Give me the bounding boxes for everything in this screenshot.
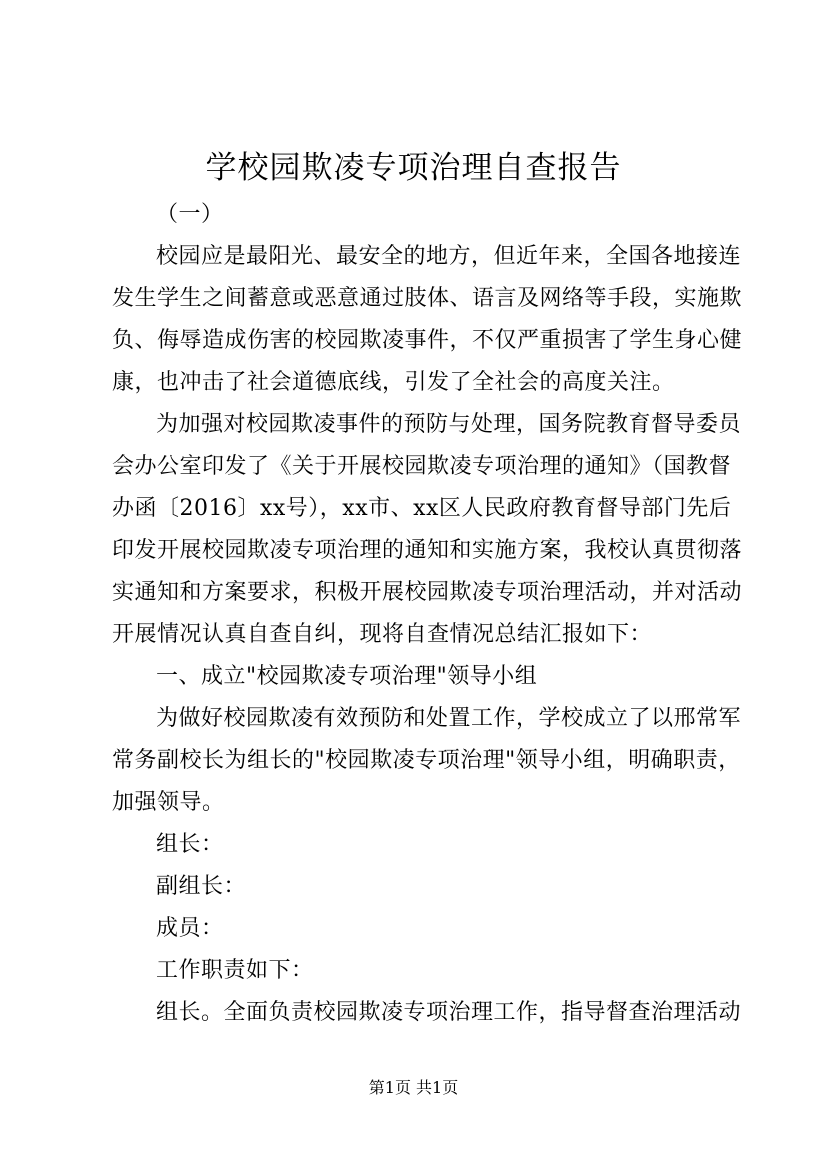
paragraph-line: 加强领导。 [112, 790, 225, 815]
paragraph-line: 工作职责如下： [156, 958, 314, 983]
paragraph-line: 发生学生之间蓄意或恶意通过肢体、语言及网络等手段，实施欺 [112, 286, 743, 311]
paragraph-line: 为加强对校园欺凌事件的预防与处理，国务院教育督导委员 [156, 412, 742, 437]
paragraph-line: 办函〔2016〕xx号），xx市、xx区人民政府教育督导部门先后 [112, 496, 732, 521]
paragraph-line: 常务副校长为组长的"校园欺凌专项治理"领导小组，明确职责， [112, 748, 741, 773]
paragraph-line: 成员： [156, 916, 224, 941]
paragraph-line: 会办公室印发了《关于开展校园欺凌专项治理的通知》（国教督 [112, 454, 732, 479]
page-footer: 第1页 共1页 [368, 1078, 459, 1097]
paragraph-line: 康，也冲击了社会道德底线，引发了全社会的高度关注。 [112, 370, 675, 395]
paragraph-line: 开展情况认真自查自纠，现将自查情况总结汇报如下： [112, 622, 653, 647]
paragraph-line: 实通知和方案要求，积极开展校园欺凌专项治理活动，并对活动 [112, 580, 743, 605]
paragraph-line: 印发开展校园欺凌专项治理的通知和实施方案，我校认真贯彻落 [112, 538, 743, 563]
paragraph-line: 组长。全面负责校园欺凌专项治理工作，指导督查治理活动 [156, 1000, 742, 1025]
paragraph-line: 组长： [156, 832, 224, 857]
section-marker: （一） [156, 202, 224, 227]
paragraph-line: 负、侮辱造成伤害的校园欺凌事件，不仅严重损害了学生身心健 [112, 328, 743, 353]
section-heading: 一、成立"校园欺凌专项治理"领导小组 [156, 664, 538, 689]
paragraph-line: 副组长： [156, 874, 247, 899]
document-title: 学校园欺凌专项治理自查报告 [205, 150, 622, 186]
paragraph-line: 校园应是最阳光、最安全的地方，但近年来，全国各地接连 [156, 244, 742, 269]
paragraph-line: 为做好校园欺凌有效预防和处置工作，学校成立了以邢常军 [156, 706, 742, 731]
